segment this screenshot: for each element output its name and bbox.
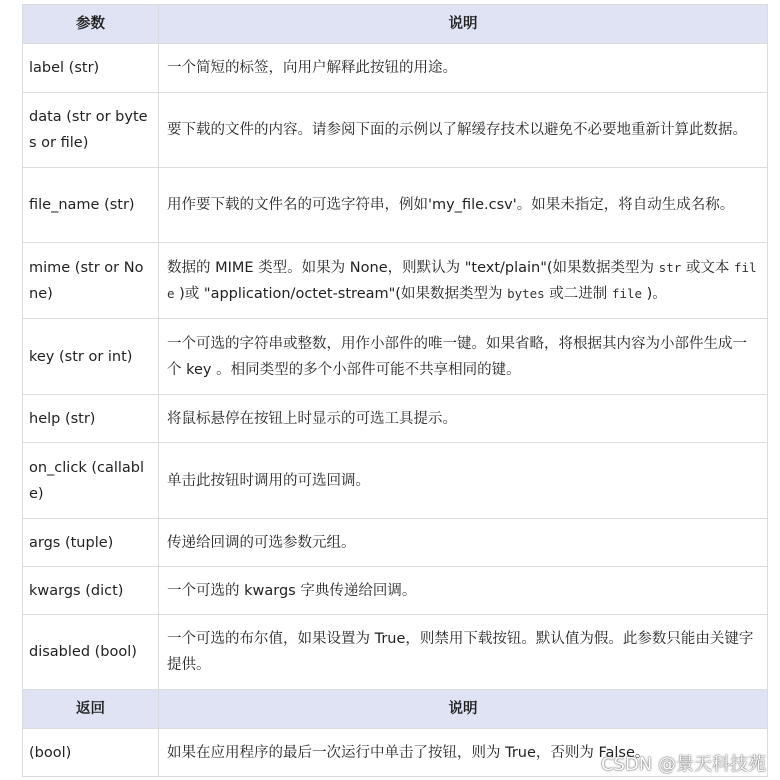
table-row [23, 93, 768, 168]
param-cell: data (str or bytes or file) [23, 93, 159, 168]
param-cell: args (tuple) [23, 519, 159, 567]
table-row [23, 567, 768, 615]
param-cell: label (str) [23, 44, 159, 93]
header-desc: 说明 [159, 5, 768, 44]
table-header-row [23, 5, 768, 44]
param-cell: file_name (str) [23, 168, 159, 243]
code-file: file [167, 259, 757, 301]
table-row [23, 395, 768, 443]
return-header-param: 返回 [23, 690, 159, 729]
desc-cell: 将鼠标悬停在按钮上时显示的可选工具提示。 [159, 395, 768, 443]
desc-cell: 单击此按钮时调用的可选回调。 [159, 443, 768, 519]
table-row [23, 44, 768, 93]
code-str: str [658, 259, 682, 275]
param-cell: help (str) [23, 395, 159, 443]
table-row [23, 443, 768, 519]
return-header-desc: 说明 [159, 690, 768, 729]
desc-cell: 传递给回调的可选参数元组。 [159, 519, 768, 567]
header-param: 参数 [23, 5, 159, 44]
desc-cell: 一个简短的标签，向用户解释此按钮的用途。 [159, 44, 768, 93]
desc-cell: 要下载的文件的内容。请参阅下面的示例以了解缓存技术以避免不必要地重新计算此数据。 [159, 93, 768, 168]
desc-cell: 一个可选的字符串或整数，用作小部件的唯一键。如果省略，将根据其内容为小部件生成一个 key 。相同类型的多个小部件可能不共享相同的键。 [159, 319, 768, 395]
param-cell: disabled (bool) [23, 615, 159, 690]
table-row [23, 519, 768, 567]
desc-cell: 数据的 MIME 类型。如果为 None，则默认为 "text/plain"(如果数据类型为 str 或文本 file )或 "application/octet-stream"(如果数据类型为 bytes 或二进制 file )。 [159, 243, 768, 319]
return-desc-cell: 如果在应用程序的最后一次运行中单击了按钮，则为 True，否则为 False。 [159, 729, 768, 777]
param-cell: mime (str or None) [23, 243, 159, 319]
params-table [22, 4, 768, 777]
code-file: file [611, 285, 643, 301]
table-row [23, 615, 768, 690]
table-row [23, 168, 768, 243]
return-param-cell: (bool) [23, 729, 159, 777]
watermark: CSDN @景天科技苑 [600, 754, 766, 775]
desc-cell: 用作要下载的文件名的可选字符串，例如'my_file.csv'。如果未指定，将自动生成名称。 [159, 168, 768, 243]
param-cell: kwargs (dict) [23, 567, 159, 615]
table-row [23, 319, 768, 395]
desc-cell: 一个可选的 kwargs 字典传递给回调。 [159, 567, 768, 615]
param-cell: on_click (callable) [23, 443, 159, 519]
desc-cell: 一个可选的布尔值，如果设置为 True，则禁用下载按钮。默认值为假。此参数只能由关键字提供。 [159, 615, 768, 690]
table-row [23, 243, 768, 319]
return-header-row [23, 690, 768, 729]
code-bytes: bytes [507, 285, 545, 301]
param-cell: key (str or int) [23, 319, 159, 395]
